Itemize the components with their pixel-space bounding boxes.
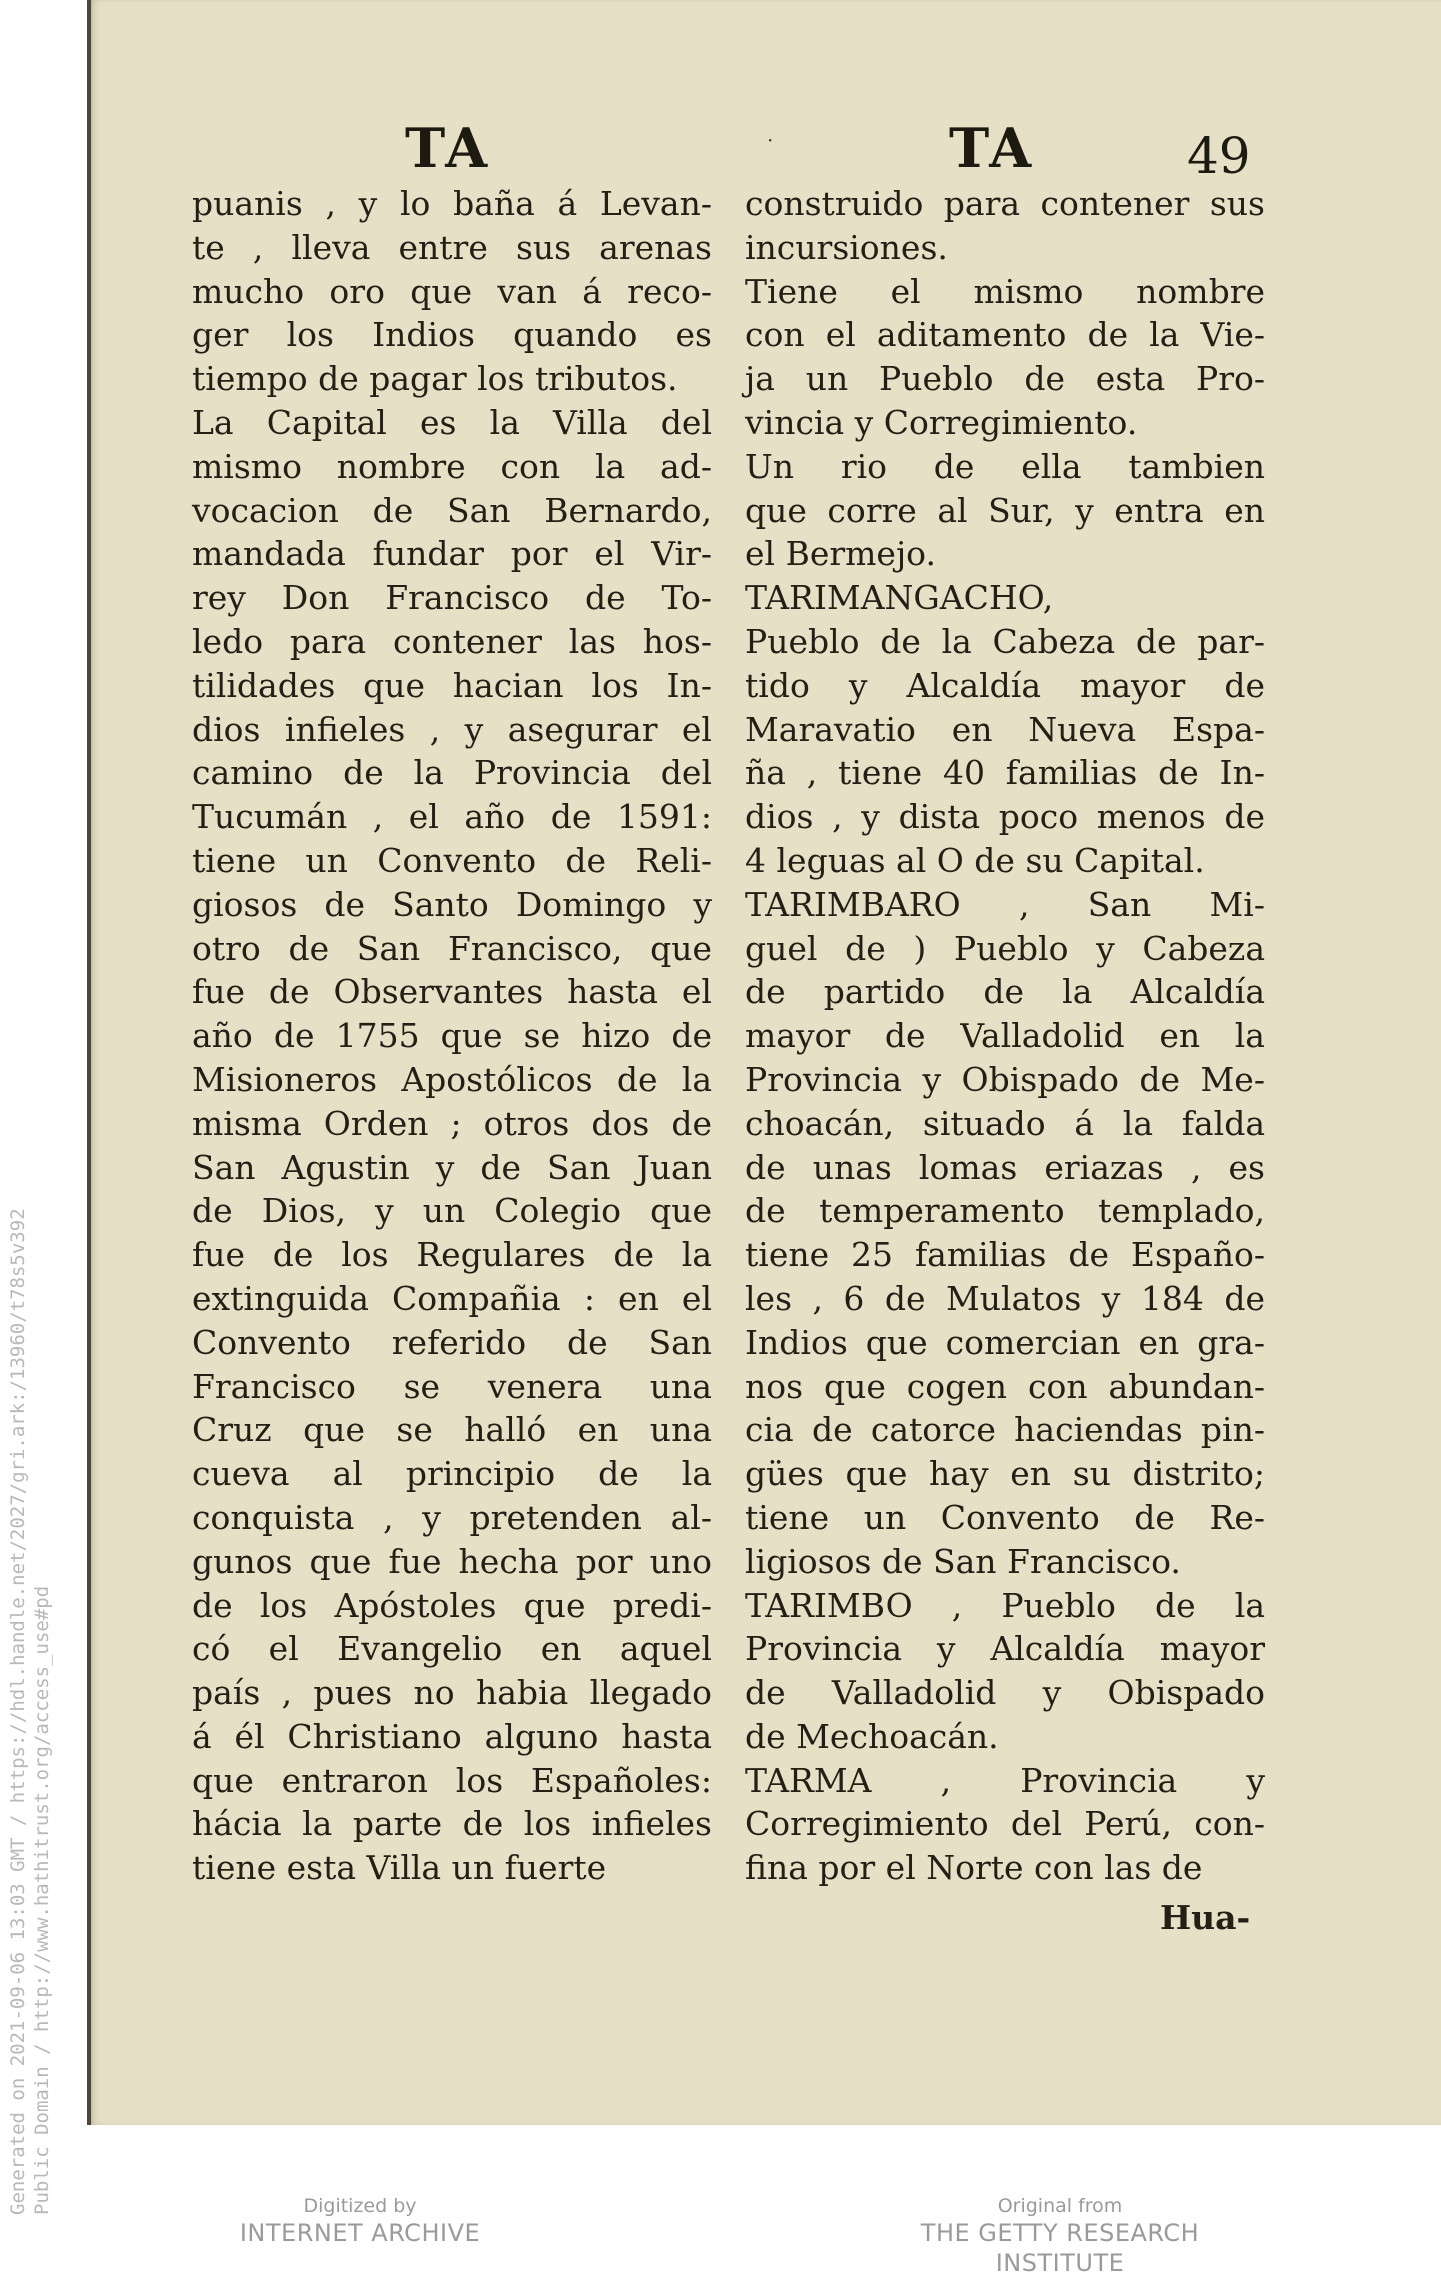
left-column-line: mandada fundar por el Vir- [192, 534, 712, 574]
left-column-line: tiene esta Villa un fuerte [192, 1848, 607, 1888]
right-column-line: choacán, situado á la falda [745, 1103, 1265, 1143]
left-column-line: que entraron los Españoles: [192, 1760, 712, 1800]
left-column-line: mismo nombre con la ad- [192, 446, 712, 486]
right-column-line: gües que hay en su distrito; [745, 1454, 1265, 1494]
left-column-line: hácia la parte de los infieles [192, 1804, 712, 1844]
left-column-line: puanis , y lo baña á Levan- [192, 184, 712, 223]
digitized-by-label: Digitized by [303, 2195, 417, 2217]
original-from-credit [860, 2194, 1260, 2278]
right-column-line: de Valladolid y Obispado [745, 1673, 1265, 1713]
right-column-line: guel de ) Pueblo y Cabeza [745, 928, 1265, 968]
right-column-line: ña , tiene 40 familias de In- [745, 753, 1265, 793]
left-column-line: Convento referido de San [192, 1322, 712, 1362]
left-column-line: gunos que fue hecha por uno [192, 1541, 712, 1581]
left-column-line: Tucumán , el año de 1591: [192, 797, 712, 837]
right-column-line: fina por el Norte con las de [745, 1848, 1203, 1888]
right-column-line: con el aditamento de la Vie- [745, 315, 1265, 355]
right-column-line: Provincia y Obispado de Me- [745, 1059, 1265, 1099]
left-column-line: de los Apóstoles que predi- [192, 1585, 712, 1625]
digitized-by-credit [200, 2194, 520, 2248]
left-column-line: de Dios, y un Colegio que [192, 1191, 712, 1231]
right-column-line: Maravatio en Nueva Espa- [745, 709, 1265, 749]
left-column-line: ledo para contener las hos- [192, 621, 712, 661]
left-column-line: dios infieles , y asegurar el [192, 709, 712, 749]
left-column-line: tiempo de pagar los tributos. [192, 359, 678, 399]
left-column-line: tiene un Convento de Reli- [192, 840, 712, 880]
left-column-line: vocacion de San Bernardo, [192, 490, 712, 530]
left-column-line: fue de los Regulares de la [192, 1235, 712, 1275]
right-column-line: que corre al Sur, y entra en [745, 490, 1265, 530]
right-column-line: Corregimiento del Perú, con- [745, 1804, 1265, 1844]
right-column-line: de unas lomas eriazas , es [745, 1147, 1265, 1187]
scanned-page [87, 0, 1441, 2125]
right-column-line: tiene 25 familias de Españo- [745, 1235, 1265, 1275]
left-column-line: fue de Observantes hasta el [192, 972, 712, 1012]
right-column-line: construido para contener sus [745, 184, 1265, 223]
running-header-left: TA [405, 116, 491, 180]
left-column-line: camino de la Provincia del [192, 753, 712, 793]
text-column-left [192, 182, 712, 1890]
right-column-line: cia de catorce haciendas pin- [745, 1410, 1265, 1450]
left-column-line: rey Don Francisco de To- [192, 578, 712, 618]
original-from-label: Original from [997, 2195, 1123, 2217]
right-column-line: Tiene el mismo nombre [745, 271, 1265, 311]
right-column-line: Indios que comercian en gra- [745, 1322, 1265, 1362]
right-column-line: incursiones. [745, 227, 948, 267]
internet-archive-label: INTERNET ARCHIVE [239, 2219, 481, 2247]
right-column-line: Provincia y Alcaldía mayor [745, 1629, 1265, 1669]
left-column-line: otro de San Francisco, que [192, 928, 712, 968]
left-column-line: país , pues no habia llegado [192, 1673, 712, 1713]
right-column-line: el Bermejo. [745, 534, 936, 574]
right-column-line: 4 leguas al O de su Capital. [745, 840, 1205, 880]
watermark-line-2: Public Domain / http://www.hathitrust.org/access_use#pd [31, 1585, 53, 2215]
right-column-line: de temperamento templado, [745, 1191, 1265, 1231]
getty-institute-label: THE GETTY RESEARCH INSTITUTE [920, 2219, 1200, 2277]
generated-watermark [6, 1208, 54, 2215]
right-column-line: tido y Alcaldía mayor de [745, 665, 1265, 705]
left-column-line: Cruz que se halló en una [192, 1410, 712, 1450]
page-number: 49 [1187, 127, 1251, 185]
left-column-line: cueva al principio de la [192, 1454, 712, 1494]
left-column-line: San Agustin y de San Juan [192, 1147, 712, 1187]
right-column-line: ligiosos de San Francisco. [745, 1541, 1181, 1581]
scan-speck: · [767, 128, 774, 152]
left-column-line: Francisco se venera una [192, 1366, 712, 1406]
right-column-line: de partido de la Alcaldía [745, 972, 1265, 1012]
right-column-line: TARIMBO , Pueblo de la [745, 1585, 1265, 1625]
right-column-line: les , 6 de Mulatos y 184 de [745, 1278, 1265, 1318]
left-column-line: año de 1755 que se hizo de [192, 1016, 712, 1056]
text-column-right [745, 182, 1265, 1890]
left-column-line: có el Evangelio en aquel [192, 1629, 712, 1669]
right-column-line: dios , y dista poco menos de [745, 797, 1265, 837]
left-column-line: ger los Indios quando es [192, 315, 712, 355]
right-column-line: de Mechoacán. [745, 1716, 999, 1756]
right-column-line: mayor de Valladolid en la [745, 1016, 1265, 1056]
right-column-line: tiene un Convento de Re- [745, 1497, 1265, 1537]
right-column-line: vincia y Corregimiento. [745, 402, 1138, 442]
right-column-line: TARIMBARO , San Mi- [745, 884, 1265, 924]
left-column-line: giosos de Santo Domingo y [192, 884, 712, 924]
left-column-line: misma Orden ; otros dos de [192, 1103, 712, 1143]
right-column-line: nos que cogen con abundan- [745, 1366, 1265, 1406]
right-column-line: ja un Pueblo de esta Pro- [745, 359, 1265, 399]
left-column-line: extinguida Compañia : en el [192, 1278, 712, 1318]
left-column-line: á él Christiano alguno hasta [192, 1716, 712, 1756]
left-column-line: conquista , y pretenden al- [192, 1497, 712, 1537]
left-column-line: La Capital es la Villa del [192, 402, 712, 442]
left-column-line: Misioneros Apostólicos de la [192, 1059, 712, 1099]
left-column-line: tilidades que hacian los In- [192, 665, 712, 705]
left-column-line: te , lleva entre sus arenas [192, 227, 712, 267]
right-column-line: TARMA , Provincia y [745, 1760, 1265, 1800]
right-column-line: TARIMANGACHO, [745, 578, 1054, 618]
left-column-line: mucho oro que van á reco- [192, 271, 712, 311]
watermark-line-1: Generated on 2021-09-06 13:03 GMT / https://hdl.handle.net/2027/gri.ark:/13960/t78s5v392 [7, 1208, 29, 2215]
right-column-line: Un rio de ella tambien [745, 446, 1265, 486]
running-header-right: TA [949, 116, 1035, 180]
catchword: Hua- [1160, 1898, 1251, 1937]
right-column-line: Pueblo de la Cabeza de par- [745, 621, 1265, 661]
